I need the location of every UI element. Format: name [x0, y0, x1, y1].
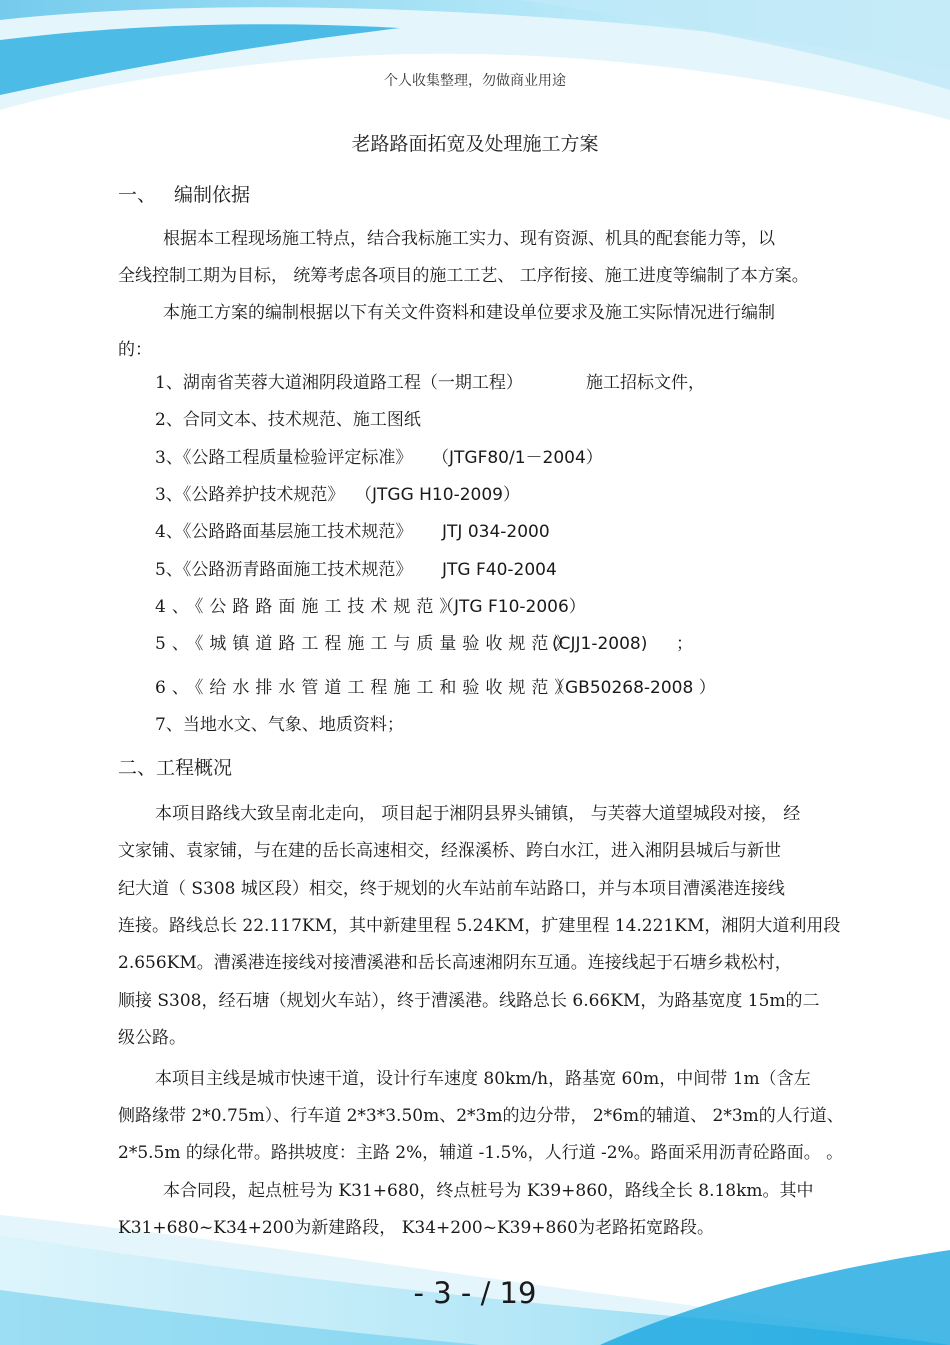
s2-p3-line2: K31+680~K34+200为新建路段， K34+200~K39+860为老路拓宽路段。	[118, 1218, 714, 1238]
section1-heading: 编制依据	[174, 184, 251, 206]
list-item-3: 3、《公路工程质量检验评定标准》	[155, 448, 413, 468]
section1-number: 一、	[118, 184, 157, 206]
list-item-7: 4、《公路路面施工技术规范》	[155, 597, 463, 617]
s2-p1-line1: 本项目路线大致呈南北走向， 项目起于湘阴县界头铺镇， 与芙蓉大道望城段对接， 经	[155, 804, 801, 824]
list-item-1: 1、湖南省芙蓉大道湘阴段道路工程（一期工程）	[155, 373, 523, 393]
list-item-2: 2、合同文本、技术规范、施工图纸	[155, 410, 421, 430]
list-item-3-tail: （JTGF80/1－2004）	[432, 448, 603, 468]
s2-p2-line1: 本项目主线是城市快速干道，设计行车速度 80km/h，路基宽 60m，中间带 1m（含左	[155, 1069, 811, 1089]
para2-line1: 本施工方案的编制根据以下有关文件资料和建设单位要求及施工实际情况进行编制	[163, 303, 775, 323]
s2-p1-line3: 纪大道（ S308 城区段）相交，终于规划的火车站前车站路口，并与本项目漕溪港连接线	[118, 879, 785, 899]
s2-p3-line1: 本合同段，起点桩号为 K31+680，终点桩号为 K39+860，路线全长 8.18km。其中	[163, 1181, 814, 1201]
list-item-1-tail: 施工招标文件，	[586, 373, 705, 393]
s2-p1-line6: 顺接 S308，经石塘（规划火车站），终于漕溪港。线路总长 6.66KM，为路基宽度 15m的二	[118, 991, 820, 1011]
s2-p1-line5: 2.656KM。漕溪港连接线对接漕溪港和岳长高速湘阴东互通。连接线起于石塘乡栽松村，	[118, 953, 792, 973]
para1-line1: 根据本工程现场施工特点，结合我标施工实力、现有资源、机具的配套能力等，以	[163, 229, 775, 249]
list-item-4: 3、《公路养护技术规范》	[155, 485, 345, 505]
s2-p1-line7: 级公路。	[118, 1028, 186, 1048]
list-item-4-tail: （JTGG H10-2009）	[355, 485, 520, 505]
list-item-8-semicolon: ；	[676, 634, 693, 654]
list-item-10: 7、当地水文、气象、地质资料；	[155, 715, 404, 735]
page-number: - 3 - / 19	[413, 1276, 537, 1310]
list-item-5: 4、《公路路面基层施工技术规范》	[155, 522, 413, 542]
list-item-5-tail: JTJ 034-2000	[442, 522, 550, 542]
list-item-6: 5、《公路沥青路面施工技术规范》	[155, 560, 413, 580]
para2-line2: 的：	[118, 340, 152, 360]
list-item-7-tail: （JTG F10-2006）	[437, 597, 586, 617]
s2-p2-line3: 2*5.5m 的绿化带。路拱坡度：主路 2%，辅道 -1.5%，人行道 -2%。路面采用沥青砼路面。 。	[118, 1143, 844, 1163]
list-item-6-tail: JTG F40-2004	[442, 560, 557, 580]
list-item-8: 5、《城镇道路工程施工与质量验收规范》	[155, 634, 578, 654]
document-title: 老路路面拓宽及处理施工方案	[351, 133, 599, 155]
section2-heading: 二、工程概况	[118, 757, 233, 779]
list-item-9: 6、《给水排水管道工程施工和验收规范》	[155, 678, 578, 698]
list-item-9-tail: （GB50268-2008 ）	[548, 678, 716, 698]
s2-p1-line4: 连接。路线总长 22.117KM，其中新建里程 5.24KM，扩建里程 14.221KM，湘阴大道利用段	[118, 916, 841, 936]
s2-p2-line2: 侧路缘带 2*0.75m）、行车道 2*3*3.50m、2*3m的边分带， 2*6m的辅道、 2*3m的人行道、	[118, 1106, 844, 1126]
list-item-8-tail: (CJJ1-2008)	[552, 634, 648, 654]
s2-p1-line2: 文家铺、袁家铺，与在建的岳长高速相交，经湺溪桥、跨白水江，进入湘阴县城后与新世	[118, 841, 781, 861]
para1-line2: 全线控制工期为目标， 统筹考虑各项目的施工工艺、 工序衔接、施工进度等编制了本方案。	[118, 266, 809, 286]
watermark-text: 个人收集整理，勿做商业用途	[384, 73, 566, 89]
